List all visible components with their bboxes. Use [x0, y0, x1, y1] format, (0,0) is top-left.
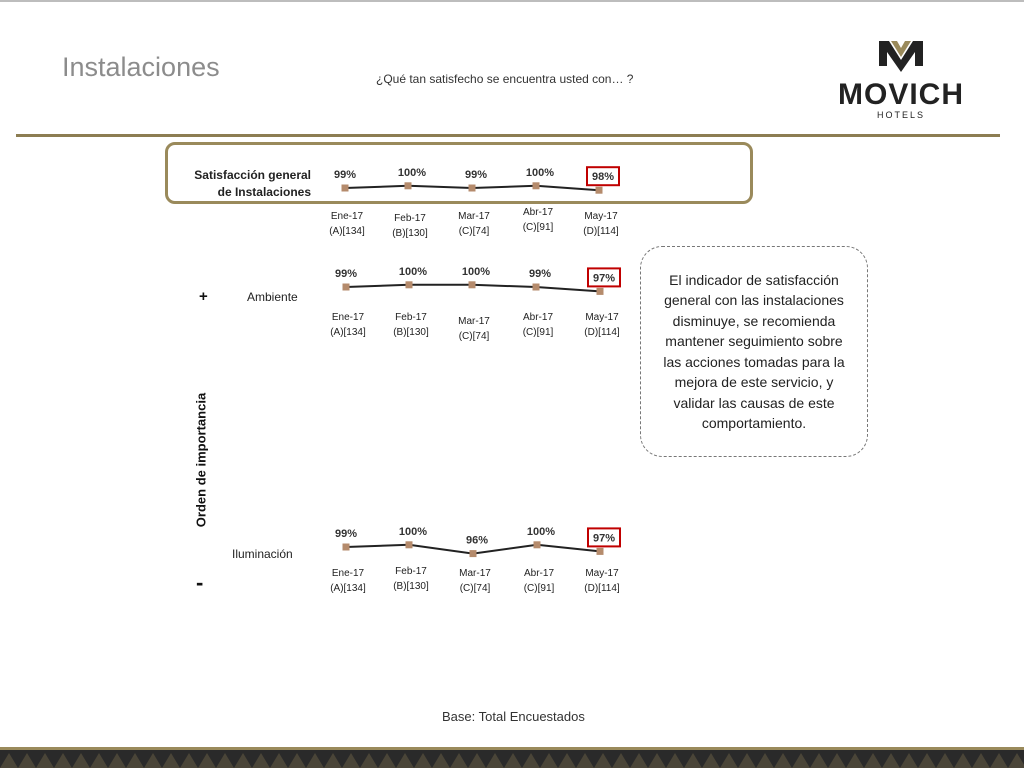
data-label: 100% — [398, 265, 428, 278]
x-tick-month: Abr-17 — [523, 568, 555, 579]
slide-title: Instalaciones — [62, 52, 220, 82]
x-tick-month: Abr-17 — [522, 207, 554, 218]
x-tick-base: (C)[91] — [523, 583, 555, 594]
data-label: 97% — [592, 532, 616, 545]
x-tick-base: (C)[74] — [458, 226, 490, 237]
data-point — [469, 185, 476, 192]
x-tick-month: Ene-17 — [331, 312, 365, 323]
data-point — [597, 288, 604, 295]
data-label: 99% — [333, 169, 357, 181]
logo-brand: MOVICH — [838, 78, 964, 111]
data-point — [597, 548, 604, 555]
survey-question: ¿Qué tan satisfecho se encuentra usted con… ? — [376, 72, 634, 86]
x-tick-month: Feb-17 — [395, 566, 427, 577]
data-label: 100% — [461, 265, 491, 278]
row-label-iluminacion: Iluminación — [232, 547, 293, 561]
data-point — [533, 182, 540, 189]
data-label: 100% — [526, 525, 556, 538]
insight-note-text: El indicador de satisfacción general con las instalaciones disminuye, se recomienda mantener seguimiento sobre las acciones tomadas para la mejora de este servicio, y validar las causas de este comportamiento. — [663, 271, 845, 431]
x-tick-month: Ene-17 — [330, 211, 364, 222]
data-point — [406, 541, 413, 548]
data-label: 99% — [528, 268, 552, 280]
x-tick-month: May-17 — [585, 312, 619, 323]
x-tick-month: Abr-17 — [522, 312, 554, 323]
x-tick-base: (D)[114] — [583, 226, 619, 237]
x-tick-base: (A)[134] — [329, 226, 365, 237]
row-label-general-text: Satisfacción general de Instalaciones — [194, 168, 311, 199]
x-tick-month: Mar-17 — [459, 568, 491, 579]
x-tick-base: (C)[74] — [459, 583, 491, 594]
data-point — [405, 182, 412, 189]
insight-note — [640, 246, 868, 457]
x-tick-base: (B)[130] — [392, 228, 428, 239]
x-tick-base: (A)[134] — [330, 583, 366, 594]
x-tick-month: Mar-17 — [458, 316, 490, 327]
data-point — [534, 541, 541, 548]
x-tick-base: (A)[134] — [330, 327, 366, 338]
data-label: 100% — [397, 166, 427, 179]
decorative-band — [0, 747, 1024, 768]
x-tick-month: Ene-17 — [331, 568, 365, 579]
data-label: 97% — [592, 272, 616, 285]
data-label: 100% — [525, 166, 555, 179]
data-label: 99% — [334, 268, 358, 280]
order-high-sign: + — [199, 288, 208, 305]
data-point — [596, 187, 603, 194]
data-point — [533, 284, 540, 291]
data-point — [343, 544, 350, 551]
x-tick-base: (D)[114] — [584, 327, 620, 338]
data-label: 100% — [398, 525, 428, 538]
x-tick-month: Feb-17 — [395, 312, 427, 323]
order-low-sign: - — [196, 570, 204, 595]
x-tick-month: Mar-17 — [458, 211, 490, 222]
x-tick-base: (C)[91] — [522, 327, 554, 338]
x-tick-base: (C)[91] — [522, 222, 554, 233]
data-label: 99% — [464, 169, 488, 181]
x-tick-base: (C)[74] — [458, 331, 490, 342]
x-tick-base: (D)[114] — [584, 583, 620, 594]
data-label: 99% — [334, 528, 358, 540]
data-label: 98% — [591, 171, 615, 184]
x-tick-month: May-17 — [584, 211, 618, 222]
importance-axis-title: Orden de importancia — [193, 392, 209, 528]
base-note: Base: Total Encuestados — [442, 709, 585, 724]
x-tick-base: (B)[130] — [393, 581, 429, 592]
data-point — [470, 550, 477, 557]
data-point — [342, 185, 349, 192]
data-point — [469, 281, 476, 288]
data-label: 96% — [465, 534, 489, 547]
x-tick-month: Feb-17 — [394, 213, 426, 224]
logo-sub: HOTELS — [876, 110, 926, 120]
x-tick-month: May-17 — [585, 568, 619, 579]
x-tick-base: (B)[130] — [393, 327, 429, 338]
data-point — [406, 281, 413, 288]
data-point — [343, 284, 350, 291]
row-label-ambiente: Ambiente — [247, 290, 298, 304]
